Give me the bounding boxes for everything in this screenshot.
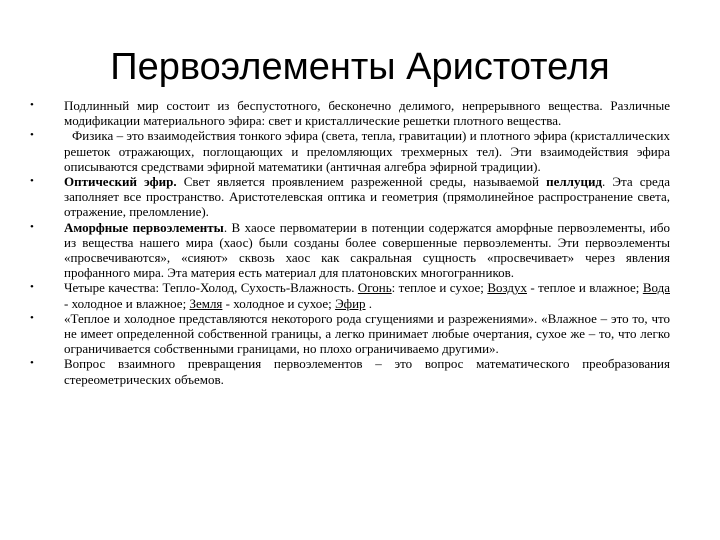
bullet-text	[64, 280, 670, 310]
element-link-air[interactable]: Воздух	[487, 280, 527, 296]
bullet-item	[28, 174, 670, 220]
element-link-ether[interactable]: Эфир	[335, 295, 366, 311]
bullet-text	[64, 311, 670, 357]
text-run: . Эта среда заполняет все пространство. Аристотелевская оптика и геометрия (прямолинейное распространение света, отражение, преломление).	[64, 174, 670, 220]
text-run: Физика – это взаимодействия тонкого эфира (света, тепла, гравитации) и плотного эфира (кристаллических решеток отражающих, поглощающих и преломляющих трехмерных тел). Эти взаимодействия эфира описываются средствами эфирной математики (античная алгебра эфирной традиции).	[64, 128, 670, 174]
bullet-item	[28, 220, 670, 281]
bold-term: Аморфные первоэлементы	[64, 219, 224, 235]
text-run: - теплое и влажное;	[527, 280, 643, 296]
bullet-text	[64, 128, 670, 174]
text-run: «Теплое и холодное представляются некоторого рода сгущениями и разрежениями». «Влажное – это то, что не имеет определенной собственной границы, а легко принимает любые очертания, сухое же – то, что легко ограничивается собственными границами, но плохо ограничиваемо другими».	[64, 310, 670, 357]
text-run: Четыре качества: Тепло-Холод, Сухость-Влажность.	[64, 280, 358, 296]
text-run: : теплое и сухое;	[391, 280, 488, 296]
text-run: - холодное и влажное;	[64, 295, 190, 311]
text-run: Свет является проявлением разреженной среды, называемой	[176, 174, 547, 190]
text-run: . В хаосе первоматерии в потенции содержатся аморфные первоэлементы, ибо из вещества нашего мира (хаос) были созданы более совершенные первоэлементы. Эти первоэлементы «просвечиваются», «сияют» сквозь хаос как сакральная сущность «просвечивает» через явления профанного мира. Эта материя есть материал для платоновских многогранников.	[64, 219, 670, 281]
text-run: Подлинный мир состоит из беспустотного, бесконечно делимого, непрерывного вещества. Различные модификации материального эфира: свет и кристаллические решетки плотного вещества.	[64, 98, 670, 129]
slide-title: Первоэлементы Аристотеля	[110, 46, 610, 88]
text-run: Вопрос взаимного превращения первоэлементов – это вопрос математического преобразования стереометрических объемов.	[64, 356, 670, 387]
bullet-dot-icon: •	[30, 129, 34, 142]
bullet-item	[28, 98, 670, 128]
text-run: - холодное и сухое;	[222, 295, 336, 311]
text-run: .	[365, 295, 373, 311]
bullet-dot-icon: •	[30, 175, 34, 188]
bullet-dot-icon: •	[30, 99, 34, 111]
bullet-dot-icon: •	[30, 281, 34, 294]
element-link-earth[interactable]: Земля	[189, 295, 223, 311]
bullet-text	[64, 98, 670, 128]
bold-term: Оптический эфир.	[64, 174, 177, 190]
bold-term: пеллуцид	[546, 174, 603, 190]
bullet-dot-icon: •	[30, 220, 34, 233]
bullet-list	[28, 98, 670, 387]
bullet-dot-icon: •	[30, 357, 34, 370]
element-link-fire[interactable]: Огонь	[357, 280, 392, 296]
bullet-item	[28, 356, 670, 386]
bullet-item	[28, 311, 670, 357]
bullet-item	[28, 280, 670, 310]
element-link-water[interactable]: Вода	[642, 280, 670, 296]
bullet-text	[64, 356, 670, 386]
bullet-text	[64, 220, 670, 281]
bullet-text	[64, 174, 670, 220]
bullet-dot-icon: •	[30, 311, 34, 324]
bullet-item	[28, 128, 670, 174]
